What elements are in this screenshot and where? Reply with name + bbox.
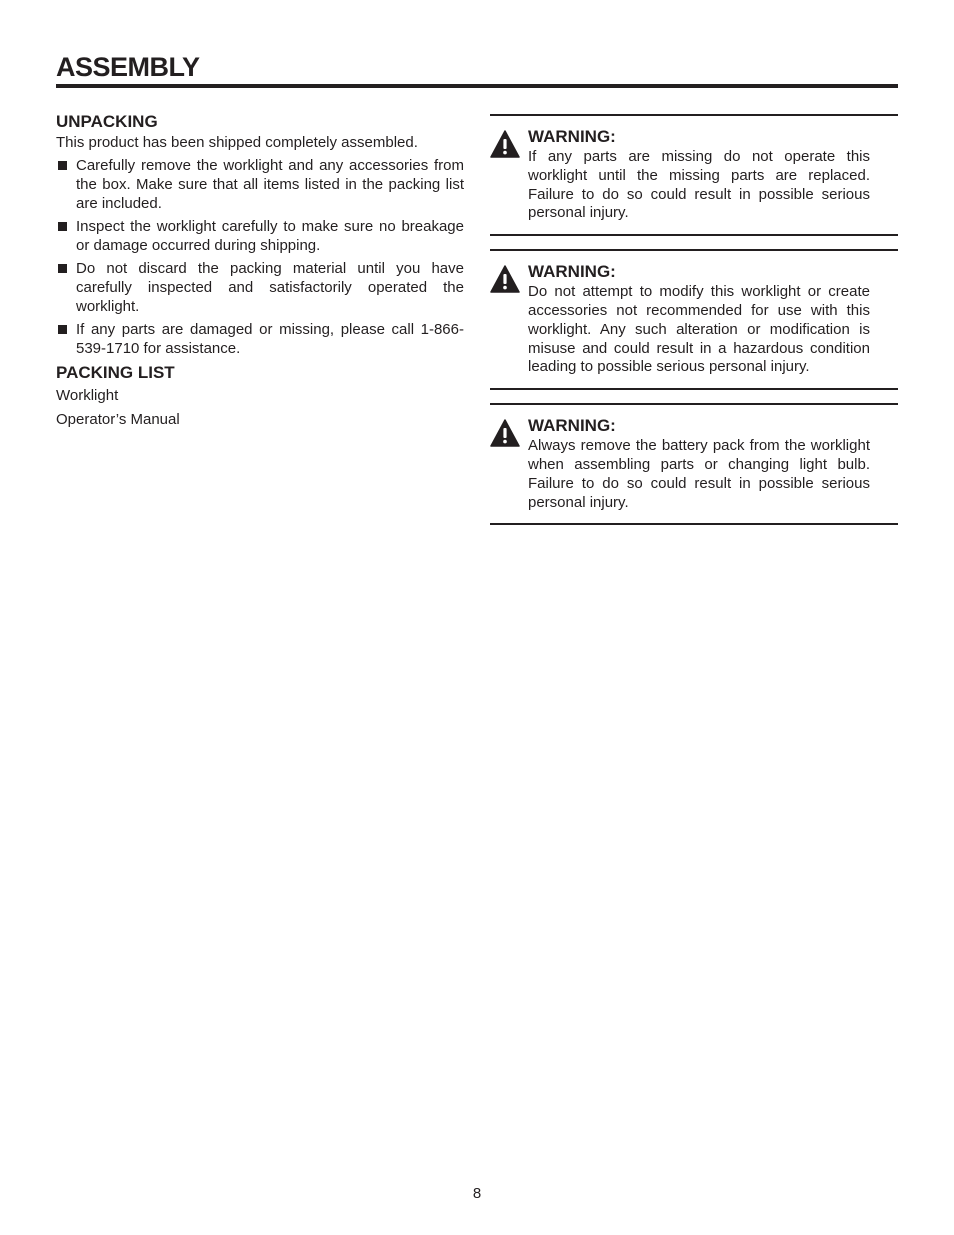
warning-title: WARNING: — [528, 416, 616, 436]
warning-text: Always remove the battery pack from the worklight when assembling parts or changing light bulb. Failure to do so could result in possible serious personal injury. — [528, 437, 870, 511]
packing-list-item: Operator’s Manual — [56, 411, 180, 428]
warning-triangle-icon — [490, 265, 520, 293]
list-item — [56, 320, 464, 358]
warning-text: If any parts are missing do not operate this worklight until the missing parts are replaced. Failure to do so could result in possible serious personal injury. — [528, 148, 870, 222]
packing-list-title: PACKING LIST — [56, 363, 175, 382]
bullet-text: Inspect the worklight carefully to make sure no breakage or damage occurred during shipping. — [76, 218, 464, 254]
page-title: ASSEMBLY — [56, 50, 898, 88]
warning-title: WARNING: — [528, 262, 616, 282]
warning-box — [490, 403, 898, 525]
warning-box — [490, 114, 898, 236]
bullet-text: Do not discard the packing material until you have carefully inspected and satisfactorily operated the worklight. — [76, 260, 464, 315]
square-bullet-icon — [58, 161, 67, 170]
bullet-text: Carefully remove the worklight and any accessories from the box. Make sure that all items listed in the packing list are included. — [76, 157, 464, 212]
list-item — [56, 217, 464, 255]
packing-list-item: Worklight — [56, 387, 119, 404]
warning-triangle-icon — [490, 130, 520, 158]
bullet-text: If any parts are damaged or missing, please call 1-866-539-1710 for assistance. — [76, 321, 464, 357]
square-bullet-icon — [58, 325, 67, 334]
unpacking-title: UNPACKING — [56, 112, 158, 131]
list-item — [56, 156, 464, 213]
warning-box — [490, 249, 898, 390]
warning-triangle-icon — [490, 419, 520, 447]
square-bullet-icon — [58, 222, 67, 231]
warning-text: Do not attempt to modify this worklight or create accessories not recommended for use with this worklight. Any such alteration or modification is misuse and could result in a hazardous condition leading to possible serious personal injury. — [528, 283, 870, 376]
square-bullet-icon — [58, 264, 67, 273]
unpacking-bullet-list — [56, 156, 464, 358]
warning-title: WARNING: — [528, 127, 616, 146]
left-column — [56, 111, 464, 434]
list-item — [56, 259, 464, 316]
unpacking-intro: This product has been shipped completely assembled. — [56, 134, 418, 151]
right-column — [490, 114, 898, 538]
page-number: 8 — [472, 1185, 482, 1202]
